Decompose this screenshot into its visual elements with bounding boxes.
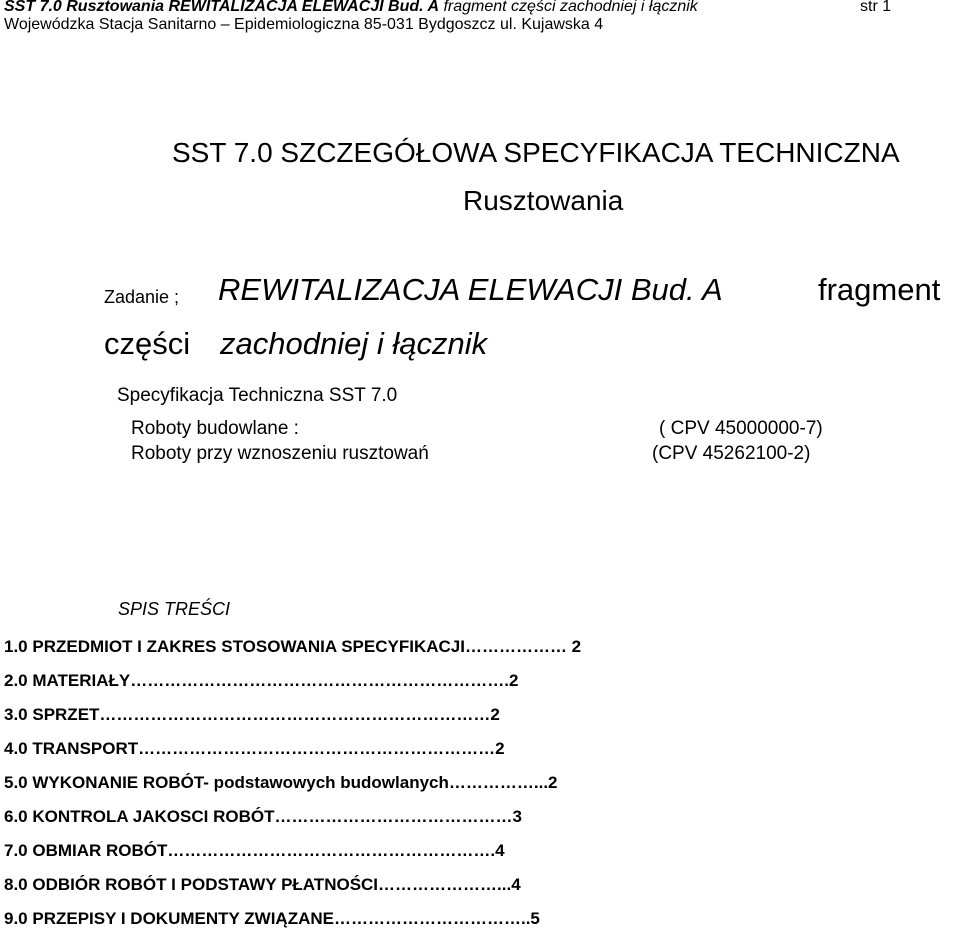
header-title: SST 7.0 Rusztowania REWITALIZACJA ELEWACJI Bud. A — [4, 0, 439, 15]
header-subtitle: fragment części zachodniej i łącznik — [443, 0, 698, 15]
cpv-code: (CPV 45262100-2) — [652, 443, 811, 464]
toc-item — [4, 800, 844, 834]
toc-item-text: 6.0 KONTROLA JAKOSCI ROBÓT……………………………………3 — [4, 807, 522, 826]
toc-item — [4, 664, 844, 698]
toc-item-text: 9.0 PRZEPISY I DOKUMENTY ZWIĄZANE……………………………..5 — [4, 909, 540, 928]
document-subtitle: Rusztowania — [463, 185, 624, 216]
toc-item-text: 4.0 TRANSPORT………………………………………………………2 — [4, 739, 505, 758]
task-name-line2-end: zachodniej i łącznik — [220, 326, 488, 361]
cpv-code: ( CPV 45000000-7) — [659, 418, 823, 439]
header-institution: Wojewódzka Stacja Sanitarno – Epidemiologiczna 85-031 Bydgoszcz ul. Kujawska 4 — [4, 16, 604, 33]
task-name-line1-end: fragment — [818, 272, 941, 307]
task-name-line1: REWITALIZACJA ELEWACJI Bud. A — [218, 272, 723, 307]
toc-item-text: 7.0 OBMIAR ROBÓT………………………………………………….4 — [4, 841, 505, 860]
toc-item — [4, 630, 844, 664]
toc-item — [4, 902, 844, 936]
task-name-line2-start: części — [104, 326, 191, 361]
toc-item-text: 1.0 PRZEDMIOT I ZAKRES STOSOWANIA SPECYFIKACJI……………… 2 — [4, 637, 582, 656]
toc-item-text: 8.0 ODBIÓR ROBÓT I PODSTAWY PŁATNOŚCI…………………...4 — [4, 875, 521, 894]
running-header — [4, 0, 698, 16]
toc-item-text: 2.0 MATERIAŁY………………………………………………………….2 — [4, 671, 519, 690]
document-title: SST 7.0 SZCZEGÓŁOWA SPECYFIKACJA TECHNICZNA — [172, 137, 900, 168]
page-number: str 1 — [860, 0, 892, 15]
cpv-label: Roboty budowlane : — [131, 418, 299, 439]
table-of-contents — [4, 630, 844, 936]
toc-item — [4, 766, 844, 800]
spec-name: Specyfikacja Techniczna SST 7.0 — [117, 385, 398, 406]
toc-item — [4, 732, 844, 766]
task-label: Zadanie ; — [104, 287, 180, 307]
toc-item — [4, 834, 844, 868]
toc-item-text: 5.0 WYKONANIE ROBÓT- podstawowych budowlanych……………...2 — [4, 773, 558, 792]
toc-title: SPIS TREŚCI — [118, 599, 231, 619]
toc-item-text: 3.0 SPRZET……………………………………………………………2 — [4, 705, 500, 724]
toc-item — [4, 698, 844, 732]
cpv-label: Roboty przy wznoszeniu rusztowań — [131, 443, 429, 464]
toc-item — [4, 868, 844, 902]
